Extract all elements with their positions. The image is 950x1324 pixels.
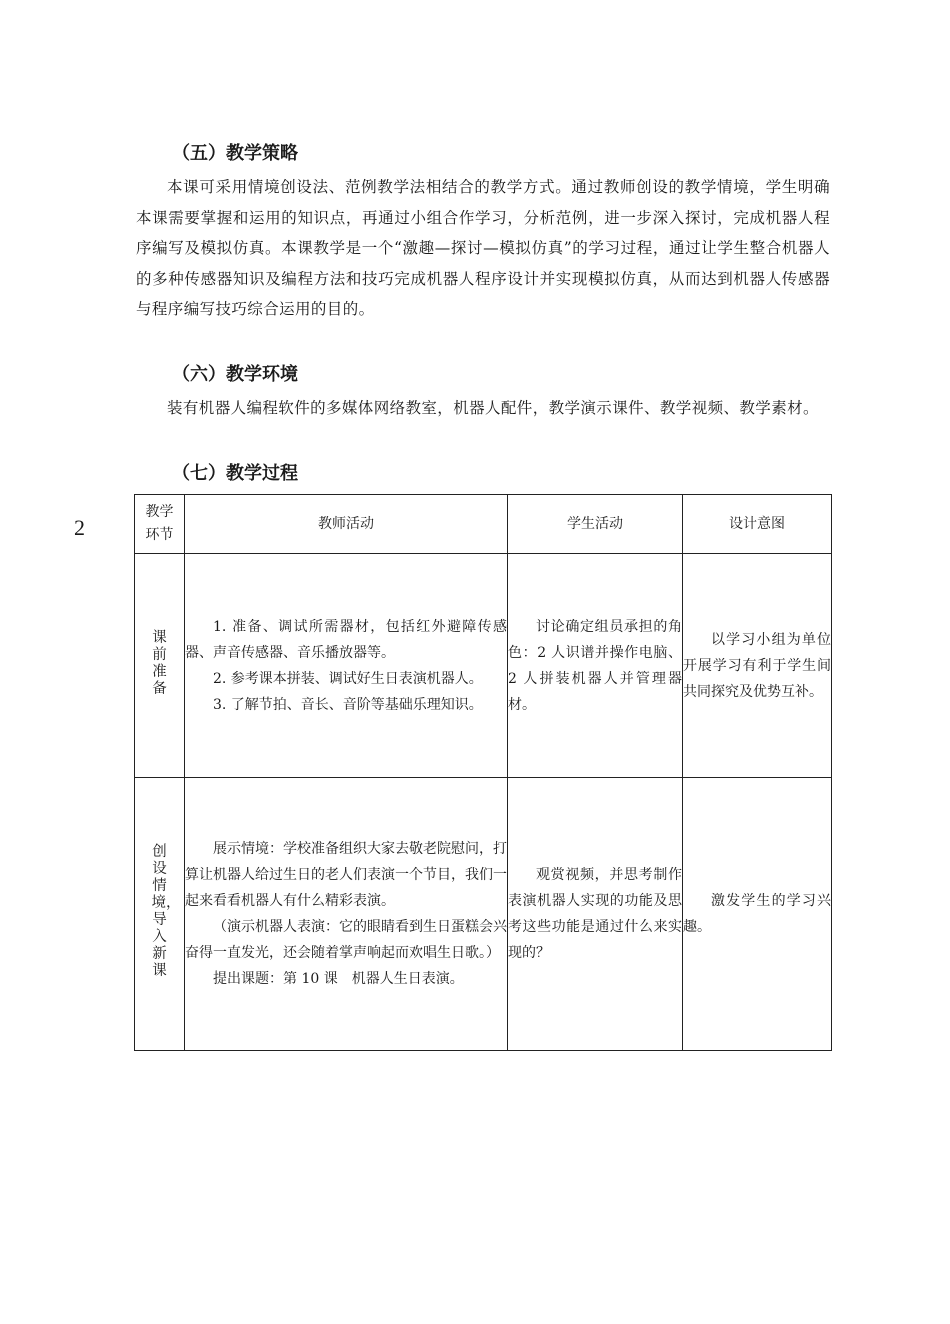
teacher-activity-cell: [185, 554, 508, 778]
student-activity-text: 观赏视频，并思考制作表演机器人实现的功能及思考这些功能是通过什么来实现的？: [508, 867, 682, 961]
student-activity-text: 讨论确定组员承担的角色：2 人识谱并操作电脑、2 人拼装机器人并管理器材。: [508, 618, 682, 713]
section-heading-process: （七）教学过程: [172, 463, 298, 484]
design-intent-cell: [683, 554, 832, 778]
header-design-intent: 设计意图: [683, 495, 832, 554]
teaching-process-table: [134, 494, 832, 1051]
table-header-row: [135, 495, 832, 554]
teacher-activity-item: （演示机器人表演：它的眼睛看到生日蛋糕会兴奋得一直发光，还会随着掌声响起而欢唱生日歌。）: [185, 919, 507, 961]
environment-paragraph: 装有机器人编程软件的多媒体网络教室，机器人配件，教学演示课件、教学视频、教学素材。: [167, 399, 819, 417]
header-stage: [135, 495, 185, 554]
teacher-activity-item: 3. 了解节拍、音长、音阶等基础乐理知识。: [213, 696, 483, 713]
stage-label: 课前准备: [152, 629, 167, 697]
design-intent-cell: [683, 778, 832, 1051]
table-row: [135, 554, 832, 778]
section-heading-environment: （六）教学环境: [172, 364, 298, 385]
teacher-activity-item: 2. 参考课本拼装、调试好生日表演机器人。: [213, 670, 483, 687]
stage-label: 创设情境，导入新课: [151, 844, 181, 979]
section-heading-strategy: （五）教学策略: [172, 143, 298, 164]
header-student-activity: 学生活动: [508, 495, 683, 554]
strategy-paragraph: 本课可采用情境创设法、范例教学法相结合的教学方式。通过教师创设的教学情境，学生明确本课需要掌握和运用的知识点，再通过小组合作学习，分析范例，进一步深入探讨，完成机器人程序编写及模拟仿真。本课教学是一个“激趣—探讨—模拟仿真”的学习过程，通过让学生整合机器人的多种传感器知识及编程方法和技巧完成机器人程序设计并实现模拟仿真，从而达到机器人传感器与程序编写技巧综合运用的目的。: [136, 178, 830, 319]
teacher-activity-item: 展示情境：学校准备组织大家去敬老院慰问，打算让机器人给过生日的老人们表演一个节目，我们一起来看看机器人有什么精彩表演。: [185, 841, 507, 909]
student-activity-cell: [508, 778, 683, 1051]
stage-cell: [135, 778, 185, 1051]
header-teacher-activity: 教师活动: [185, 495, 508, 554]
design-intent-text: 以学习小组为单位开展学习有利于学生间共同探究及优势互补。: [683, 631, 831, 700]
student-activity-cell: [508, 554, 683, 778]
table-row: [135, 778, 832, 1051]
header-stage-line1: 教学: [145, 504, 174, 520]
header-stage-line2: 环节: [145, 527, 174, 543]
page-number: 2: [74, 515, 85, 540]
teacher-activity-item: 提出课题：第 10 课 机器人生日表演。: [213, 971, 464, 987]
design-intent-text: 激发学生的学习兴趣。: [683, 893, 831, 935]
stage-cell: [135, 554, 185, 778]
teacher-activity-item: 1. 准备、调试所需器材，包括红外避障传感器、声音传感器、音乐播放器等。: [185, 618, 507, 661]
teacher-activity-cell: [185, 778, 508, 1051]
